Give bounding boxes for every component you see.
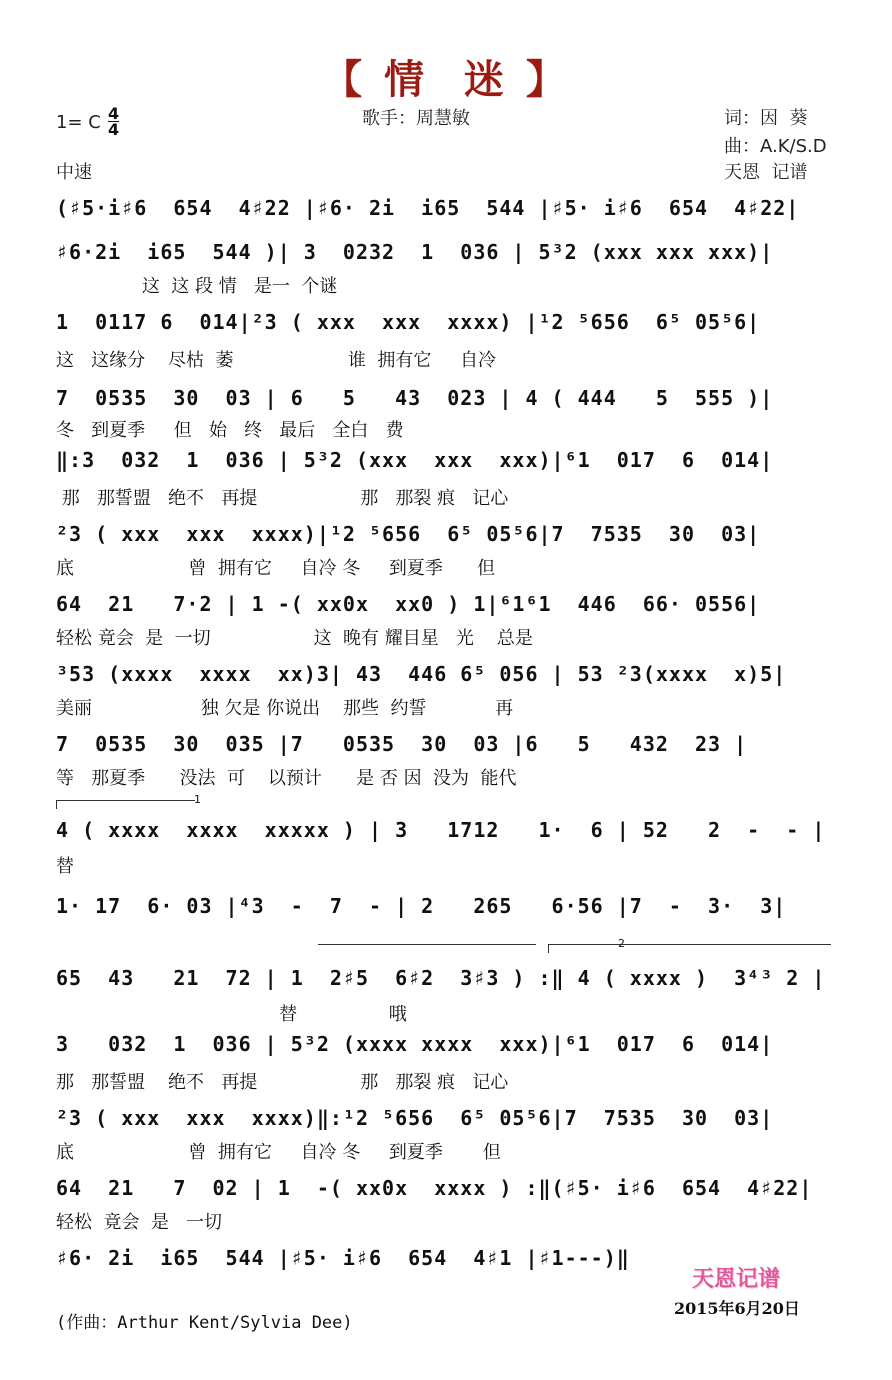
music-line-11: 1· 17 6· 03 |⁴3 - 7 - | 2 265 6·56 |7 - 3· 3| (56, 894, 787, 918)
time-signature (108, 106, 119, 137)
music-line-1: (♯5·i♯6 654 4♯22 |♯6· 2i i65 544 |♯5· i♯6 654 4♯22| (56, 196, 800, 220)
volta-bracket-2 (548, 944, 831, 953)
music-line-5: ‖:3 032 1 036 | 5³2 (xxx xxx xxx)|⁶1 017 6 014| (56, 448, 774, 472)
song-title: 【 情 迷 】 (322, 57, 570, 103)
music-line-4: 7 0535 30 03 | 6 5 43 023 | 4 ( 444 5 555 )| (56, 386, 774, 410)
music-line-9: 7 0535 30 035 |7 0535 30 03 |6 5 432 23 | (56, 732, 748, 756)
music-line-16: ♯6· 2i i65 544 |♯5· i♯6 654 4♯1 |♯1---)‖ (56, 1246, 630, 1270)
music-line-6: ²3 ( xxx xxx xxxx)|¹2 ⁵656 6⁵ 05⁵6|7 7535 30 03| (56, 522, 761, 546)
music-line-8: ³53 (xxxx xxxx xx)3| 43 446 6⁵ 056 | 53 ²3(xxxx x)5| (56, 662, 787, 686)
singer: 歌手：周慧敏 (362, 108, 470, 129)
lyric-line-10: 替 (56, 856, 74, 877)
lyric-line-13: 那 那誓盟 绝不 再提 那 那裂 痕 记心 (56, 1072, 509, 1093)
volta-number-1: 1 (194, 793, 201, 806)
volta-bracket-1 (56, 800, 195, 809)
composer: 曲：A.K/S.D (724, 136, 827, 157)
lyric-line-8: 美丽 独 欠是 你说出 那些 约誓 再 (56, 698, 514, 719)
composer-credit: (作曲：Arthur Kent/Sylvia Dee) (56, 1313, 353, 1333)
music-line-7: 64 21 7·2 | 1 -( xx0x xx0 ) 1|⁶1⁶1 446 66· 0556| (56, 592, 761, 616)
music-line-15: 64 21 7 02 | 1 -( xx0x xxxx ) :‖(♯5· i♯6 654 4♯22| (56, 1176, 813, 1200)
music-line-3: 1 0117 6 014|²3 ( xxx xxx xxxx) |¹2 ⁵656 6⁵ 05⁵6| (56, 310, 761, 334)
lyric-line-15: 轻松 竟会 是 一切 (56, 1212, 223, 1233)
key-signature: 1= C (56, 112, 101, 133)
tempo: 中速 (56, 162, 92, 183)
lyric-line-4: 冬 到夏季 但 始 终 最后 全白 费 (56, 420, 404, 441)
lyric-line-12: 替 哦 (56, 1004, 407, 1025)
lyric-line-7: 轻松 竟会 是 一切 这 晚有 耀目星 光 总是 (56, 628, 533, 649)
time-signature-bottom: 4 (108, 120, 120, 139)
lyric-line-9: 等 那夏季 没法 可 以预计 是 否 因 没为 能代 (56, 768, 517, 789)
music-line-10: 4 ( xxxx xxxx xxxxx ) | 3 1712 1· 6 | 52 2 - - | (56, 818, 826, 842)
music-line-2: ♯6·2i i65 544 )| 3 0232 1 036 | 5³2 (xxx xxx xxx)| (56, 240, 774, 264)
transcription-date: 2015年6月20日 (674, 1299, 800, 1318)
music-line-14: ²3 ( xxx xxx xxxx)‖:¹2 ⁵656 6⁵ 05⁵6|7 7535 30 03| (56, 1106, 774, 1130)
lyric-line-6: 底 曾 拥有它 自冷 冬 到夏季 但 (56, 558, 496, 579)
volta-number-2: 2 (618, 937, 625, 950)
lyric-line-5: 那 那誓盟 绝不 再提 那 那裂 痕 记心 (56, 488, 509, 509)
transcriber-stamp: 天恩记谱 (692, 1266, 781, 1292)
music-line-12: 65 43 21 72 | 1 2♯5 6♯2 3♯3 ) :‖ 4 ( xxxx ) 3⁴³ 2 | (56, 966, 826, 990)
lyric-line-2: 这 这 段 情 是一 个谜 (56, 276, 338, 297)
time-signature-top: 4 (108, 104, 120, 123)
lyric-line-3: 这 这缘分 尽枯 萎 谁 拥有它 自冷 (56, 350, 496, 371)
transcriber: 天恩 记谱 (724, 162, 808, 183)
music-line-13: 3 032 1 036 | 5³2 (xxxx xxxx xxx)|⁶1 017 6 014| (56, 1032, 774, 1056)
volta-bracket-1-end (318, 944, 536, 953)
lyricist: 词：因 葵 (724, 108, 808, 129)
lyric-line-14: 底 曾 拥有它 自冷 冬 到夏季 但 (56, 1142, 501, 1163)
